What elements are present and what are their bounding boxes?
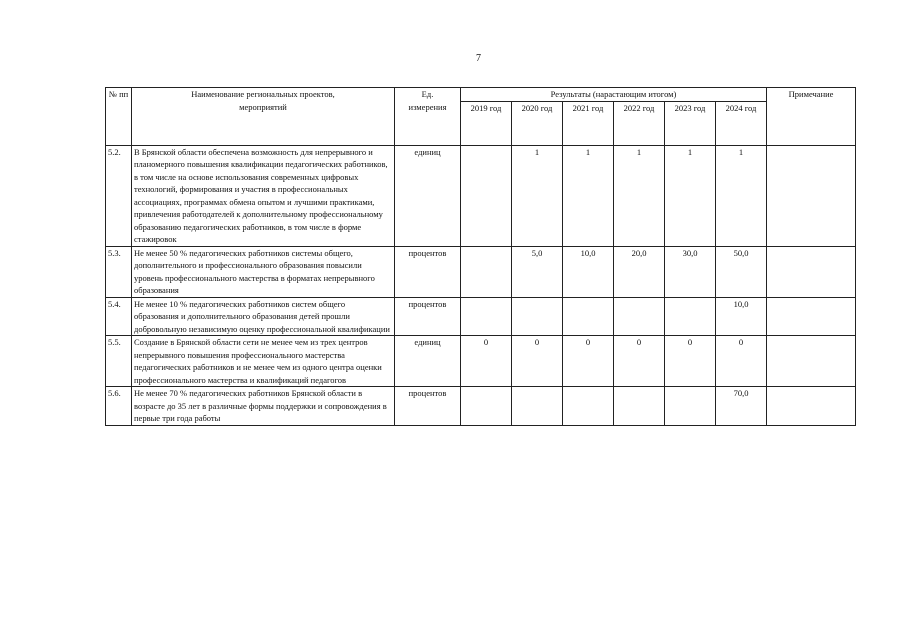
row-name: В Брянской области обеспечена возможность для непрерывного и планомерного повышения квалификации педагогических работников, в том числе на основе использования современных цифровых технологий, формирования и участия в профессиональных ассоциациях, программах обмена опытом и лучшими практиками, привлечения работодателей к дополнительному профессиональному образованию педагогических работников, в том числе в форме стажировок bbox=[132, 145, 395, 246]
row-name: Не менее 50 % педагогических работников системы общего, дополнительного и профессионального образования повысили уровень профессионального мастерства в форматах непрерывного образования bbox=[132, 246, 395, 297]
row-value-2020 bbox=[512, 297, 563, 336]
row-value-2022: 1 bbox=[614, 145, 665, 246]
row-value-2019 bbox=[461, 387, 512, 426]
row-value-2019: 0 bbox=[461, 336, 512, 387]
header-name-line2: мероприятий bbox=[239, 101, 287, 112]
header-year: 2021 год bbox=[563, 101, 614, 145]
header-results: Результаты (нарастающим итогом) bbox=[461, 88, 767, 102]
row-value-2019 bbox=[461, 145, 512, 246]
header-year: 2020 год bbox=[512, 101, 563, 145]
row-note bbox=[767, 297, 856, 336]
header-num: № пп bbox=[106, 88, 132, 146]
table-row bbox=[106, 387, 856, 426]
header-name bbox=[132, 88, 395, 146]
row-value-2021 bbox=[563, 297, 614, 336]
row-name: Не менее 10 % педагогических работников систем общего образования и дополнительного образования детей прошли добровольную независимую оценку профессиональной квалификации bbox=[132, 297, 395, 336]
page-number: 7 bbox=[476, 53, 481, 64]
row-value-2023: 0 bbox=[665, 336, 716, 387]
row-value-2023: 30,0 bbox=[665, 246, 716, 297]
row-note bbox=[767, 246, 856, 297]
table-row bbox=[106, 246, 856, 297]
header-name-line1: Наименование региональных проектов, bbox=[191, 89, 335, 99]
row-note bbox=[767, 387, 856, 426]
row-num: 5.4. bbox=[106, 297, 132, 336]
row-value-2022: 0 bbox=[614, 336, 665, 387]
results-table bbox=[105, 87, 856, 426]
row-num: 5.6. bbox=[106, 387, 132, 426]
row-value-2021: 10,0 bbox=[563, 246, 614, 297]
row-value-2020: 0 bbox=[512, 336, 563, 387]
row-value-2024: 10,0 bbox=[716, 297, 767, 336]
row-num: 5.2. bbox=[106, 145, 132, 246]
row-value-2020: 5,0 bbox=[512, 246, 563, 297]
row-value-2019 bbox=[461, 246, 512, 297]
row-value-2021: 0 bbox=[563, 336, 614, 387]
row-num: 5.5. bbox=[106, 336, 132, 387]
header-year: 2019 год bbox=[461, 101, 512, 145]
header-unit-line1: Ед. bbox=[421, 89, 434, 99]
header-year: 2022 год bbox=[614, 101, 665, 145]
row-value-2024: 50,0 bbox=[716, 246, 767, 297]
table-row bbox=[106, 297, 856, 336]
header-row bbox=[106, 88, 856, 102]
row-name: Создание в Брянской области сети не менее чем из трех центров непрерывного повышения профессионального мастерства педагогических работников и не менее чем из одного центра оценки профессионального мастерства и квалификаций педагогов bbox=[132, 336, 395, 387]
row-unit: процентов bbox=[395, 387, 461, 426]
header-note: Примечание bbox=[767, 88, 856, 146]
row-value-2020: 1 bbox=[512, 145, 563, 246]
row-value-2024: 0 bbox=[716, 336, 767, 387]
row-unit: единиц bbox=[395, 145, 461, 246]
row-name: Не менее 70 % педагогических работников Брянской области в возрасте до 35 лет в различные формы поддержки и сопровождения в первые три года работы bbox=[132, 387, 395, 426]
row-note bbox=[767, 336, 856, 387]
table-row bbox=[106, 336, 856, 387]
row-value-2021 bbox=[563, 387, 614, 426]
row-unit: единиц bbox=[395, 336, 461, 387]
row-value-2023: 1 bbox=[665, 145, 716, 246]
row-value-2022: 20,0 bbox=[614, 246, 665, 297]
row-value-2024: 1 bbox=[716, 145, 767, 246]
row-unit: процентов bbox=[395, 246, 461, 297]
row-unit: процентов bbox=[395, 297, 461, 336]
row-note bbox=[767, 145, 856, 246]
row-num: 5.3. bbox=[106, 246, 132, 297]
row-value-2023 bbox=[665, 297, 716, 336]
row-value-2023 bbox=[665, 387, 716, 426]
header-unit bbox=[395, 88, 461, 146]
row-value-2022 bbox=[614, 297, 665, 336]
row-value-2024: 70,0 bbox=[716, 387, 767, 426]
row-value-2022 bbox=[614, 387, 665, 426]
header-unit-line2: измерения bbox=[408, 101, 447, 112]
table-row bbox=[106, 145, 856, 246]
row-value-2020 bbox=[512, 387, 563, 426]
header-year: 2023 год bbox=[665, 101, 716, 145]
header-year: 2024 год bbox=[716, 101, 767, 145]
row-value-2021: 1 bbox=[563, 145, 614, 246]
row-value-2019 bbox=[461, 297, 512, 336]
